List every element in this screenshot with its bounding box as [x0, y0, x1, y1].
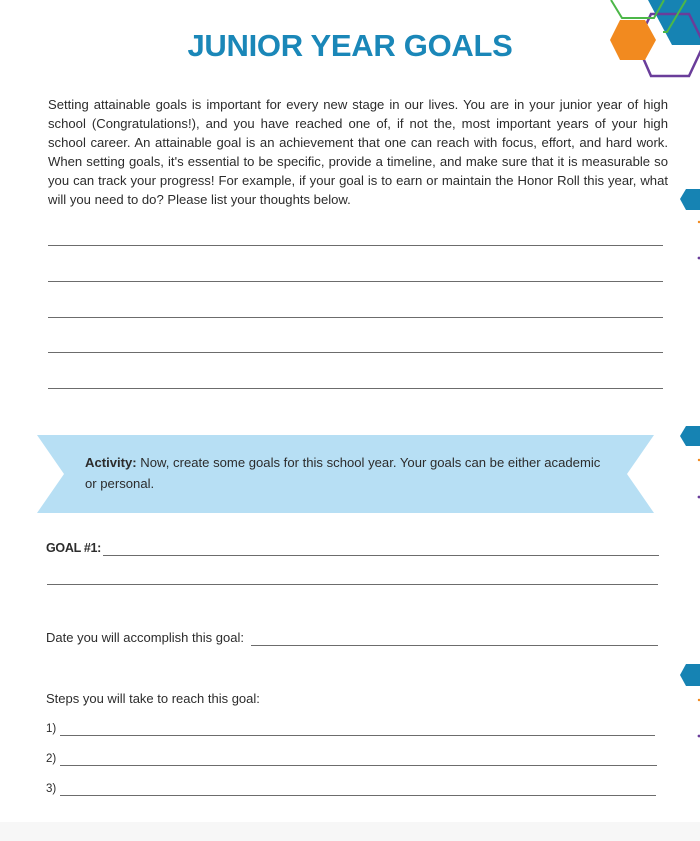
step-number: 3)	[46, 783, 57, 795]
page-bottom-band	[0, 822, 700, 841]
step-line[interactable]	[60, 735, 655, 736]
answer-line[interactable]	[48, 317, 663, 318]
activity-label: Activity:	[85, 455, 137, 470]
goal-line[interactable]	[103, 555, 659, 556]
activity-text: Now, create some goals for this school year. Your goals can be either academic or personal.	[85, 455, 601, 491]
answer-line[interactable]	[48, 245, 663, 246]
date-label: Date you will accomplish this goal:	[46, 630, 244, 645]
answer-line[interactable]	[48, 281, 663, 282]
hex-tab-icon	[680, 426, 700, 498]
goal-label: GOAL #1:	[46, 541, 102, 555]
date-line[interactable]	[251, 645, 658, 646]
intro-paragraph: Setting attainable goals is important for every new stage in our lives. You are in your junior year of high school (Congratulations!), and you have reached one of, if not the, most important years of your high school career. An attainable goal is an achievement that one can reach with focus, effort, and hard work. When setting goals, it's essential to be specific, provide a timeline, and make sure that it is measurable so you can track your progress! For example, if your goal is to earn or maintain the Honor Roll this year, what will you need to do? Please list your thoughts below.	[48, 97, 668, 207]
step-number: 1)	[46, 723, 57, 735]
hex-tab-icon	[680, 189, 700, 259]
step-line[interactable]	[60, 795, 656, 796]
activity-banner	[85, 453, 615, 494]
answer-line[interactable]	[48, 388, 663, 389]
goal-line-continued[interactable]	[47, 584, 658, 585]
hex-tab-icon	[680, 664, 700, 737]
answer-line[interactable]	[48, 352, 663, 353]
step-number: 2)	[46, 753, 57, 765]
page-title: JUNIOR YEAR GOALS	[187, 28, 513, 63]
step-line[interactable]	[60, 765, 657, 766]
steps-label: Steps you will take to reach this goal:	[46, 691, 260, 706]
